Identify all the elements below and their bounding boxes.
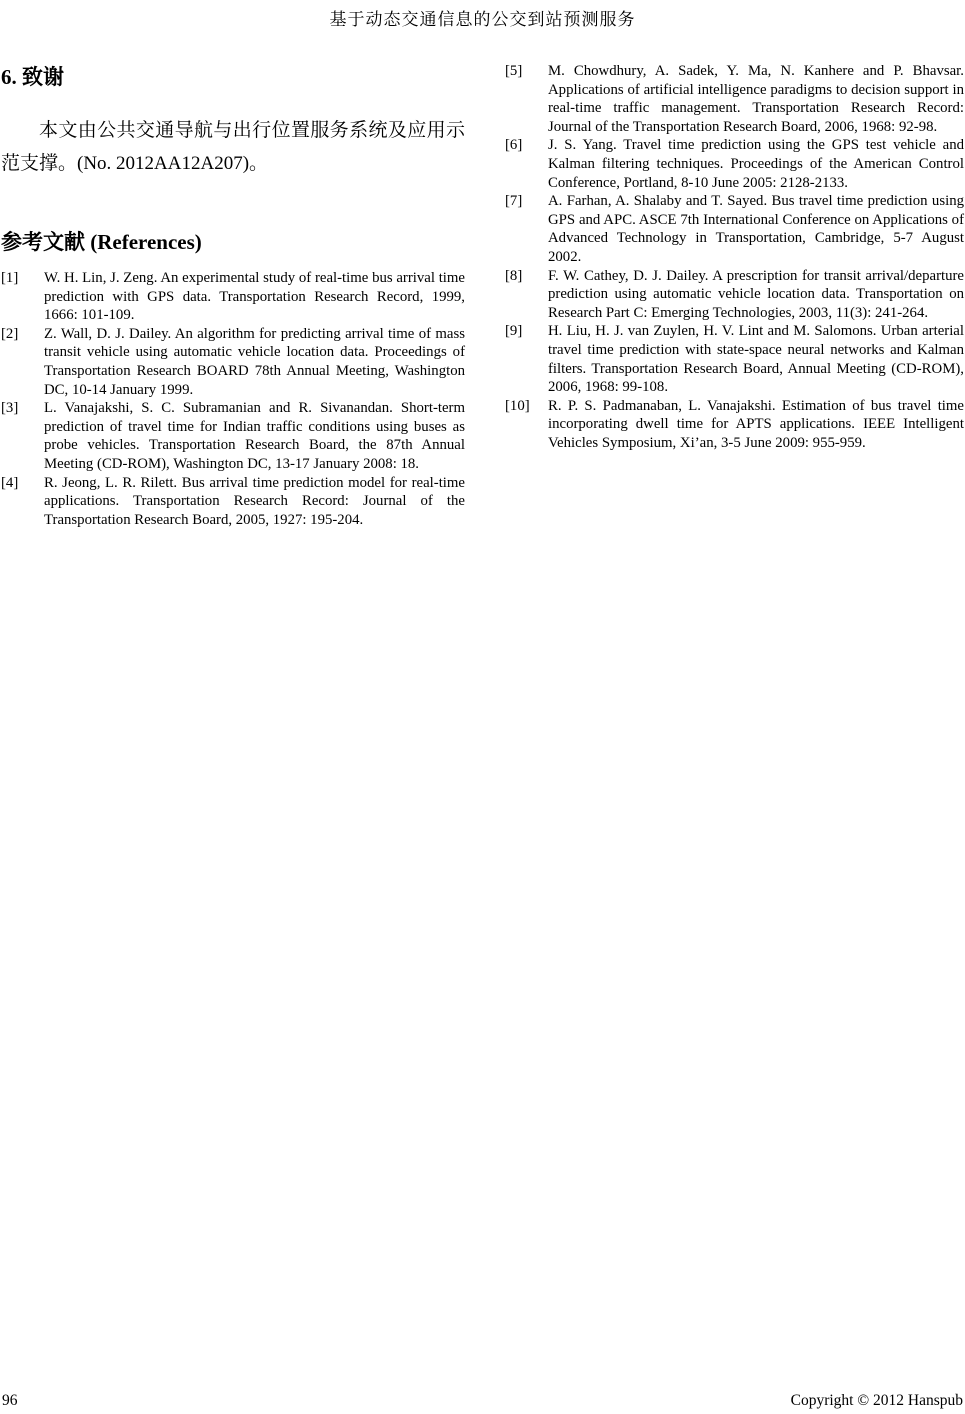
reference-item-5 [505,62,964,136]
reference-item-2 [1,325,465,399]
reference-text: R. Jeong, L. R. Rilett. Bus arrival time prediction model for real-time applications. Transportation Research Record: Journal of the Transportation Research Board, 2005, 1927: 195-204. [44,474,465,528]
reference-item-4 [1,474,465,530]
references-heading: 参考文献 (References) [1,230,202,254]
reference-item-6 [505,136,964,192]
reference-text: M. Chowdhury, A. Sadek, Y. Ma, N. Kanhere and P. Bhavsar. Applications of artificial intelligence paradigms to decision support in real-time traffic management. Transportation Research Record: Journal of the Transportation Research Board, 2006, 1968: 92-98. [548,63,964,135]
reference-number: [5] [505,63,523,79]
reference-text: R. P. S. Padmanaban, L. Vanajakshi. Estimation of bus travel time incorporating dwell time for APTS applications. IEEE Intelligent Vehicles Symposium, Xi’an, 3-5 June 2009: 955-959. [548,397,964,451]
reference-item-7 [505,192,964,266]
right-column [505,62,964,529]
reference-list-right [505,62,964,452]
reference-number: [8] [505,267,523,284]
running-header-title: 基于动态交通信息的公交到站预测服务 [329,10,636,29]
reference-text: L. Vanajakshi, S. C. Subramanian and R. Sivanandan. Short-term prediction of travel time for Indian traffic conditions using buses as probe vehicles. Transportation Research Board, the 87th Annual Meeting (CD-ROM), Washington DC, 13-17 January 2008: 18. [44,400,465,472]
reference-list-left [1,269,465,529]
acknowledgement-heading: 6. 致谢 [1,65,64,89]
reference-text: J. S. Yang. Travel time prediction using the GPS test vehicle and Kalman filtering techniques. Proceedings of the American Control Conference, Portland, 8-10 June 2005: 2128-2133. [548,137,964,191]
reference-text: A. Farhan, A. Shalaby and T. Sayed. Bus travel time prediction using GPS and APC. ASCE 7th International Conference on Applications of Advanced Technology in Transportation, Cambridge, 5-7 August 2002. [548,193,964,265]
reference-number: [9] [505,323,523,340]
reference-item-8 [505,267,964,323]
reference-text: W. H. Lin, J. Zeng. An experimental study of real-time bus arrival time prediction with GPS data. Transportation Research Record, 1999, 1666: 101-109. [44,270,465,324]
reference-number: [1] [1,270,19,286]
reference-number: [3] [1,400,19,417]
reference-item-3 [1,399,465,473]
reference-item-9 [505,322,964,396]
reference-number: [2] [1,325,19,342]
reference-item-1 [1,269,465,325]
left-column [1,62,465,529]
page-footer [0,1392,965,1410]
reference-item-10 [505,397,964,453]
acknowledgement-text: 本文由公共交通导航与出行位置服务系统及应用示范支撑。(No. 2012AA12A207)。 [1,120,465,174]
page-number: 96 [2,1392,18,1409]
reference-number: [7] [505,193,523,210]
reference-text: H. Liu, H. J. van Zuylen, H. V. Lint and M. Salomons. Urban arterial travel time prediction with state-space neural networks and Kalman filters. Transportation Research Board, Annual Meeting (CD-ROM), 2006, 1968: 99-108. [548,323,964,396]
reference-text: F. W. Cathey, D. J. Dailey. A prescription for transit arrival/departure prediction using automatic vehicle location data. Transportation on Research Part C: Emerging Technologies, 2003, 11(3): 241-264. [548,267,964,321]
reference-text: Z. Wall, D. J. Dailey. An algorithm for predicting arrival time of mass transit vehicle using automatic vehicle location data. Proceedings of Transportation Research BOARD 78th Annual Meeting, Washington DC, 10-14 January 1999. [44,325,465,398]
reference-number: [6] [505,137,523,154]
reference-number: [4] [1,474,19,491]
reference-number: [10] [505,397,530,414]
copyright-notice: Copyright © 2012 Hanspub [790,1392,963,1409]
two-column-body [0,62,965,529]
